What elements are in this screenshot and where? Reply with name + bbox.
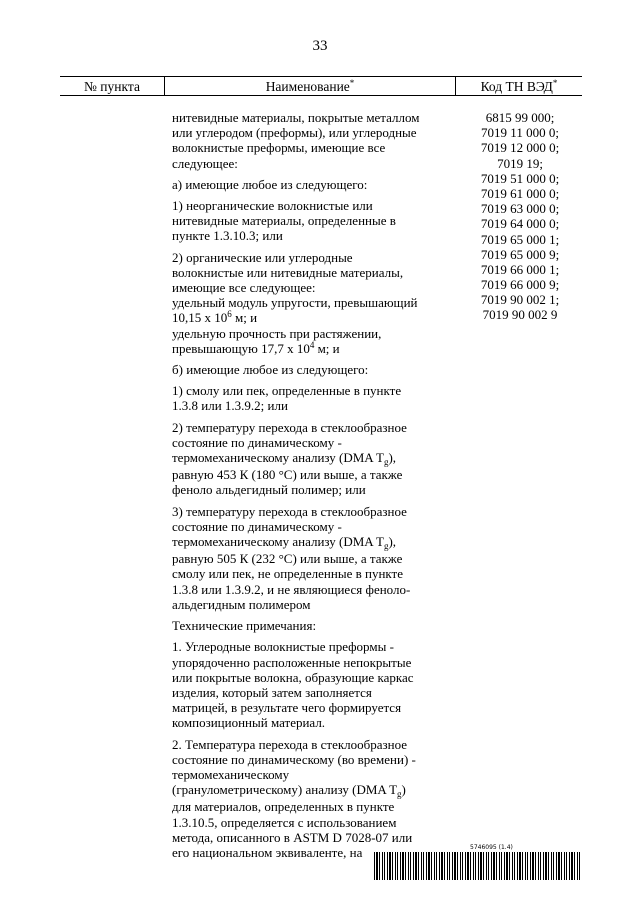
text-span: удельную прочность при растяжении, превышающую 17,7 х 10 xyxy=(172,325,382,356)
header-code-footnote-mark: * xyxy=(552,78,558,88)
text-span: м; и xyxy=(314,340,340,356)
code-item: 7019 11 000 0; xyxy=(481,125,559,141)
text-span: 3) температуру перехода в стеклообразное состояние по динамическому - термомеханическому анализу (DMA T xyxy=(172,503,407,550)
paragraph: 1. Углеродные волокнистые преформы - упорядоченно расположенные непокрытые или покрытые волокна, образующие каркас изделия, который затем заполняется матрицей, в результате чего формируется композиционный материал. xyxy=(172,639,414,731)
header-name xyxy=(164,77,456,95)
text-span: удельный модуль упругости, превышающий 10,15 х 10 xyxy=(172,295,418,326)
code-item: 7019 90 002 1; xyxy=(480,292,560,308)
paragraph: 1) смолу или пек, определенные в пункте 1.3.8 или 1.3.9.2; или xyxy=(172,383,402,414)
text-span: ) для материалов, определенных в пункте 1.3.10.5, определяется с использованием метода, описанного в ASTM D 7028-07 или его национальном эквиваленте, на xyxy=(172,782,413,860)
header-name-footnote-mark: * xyxy=(349,78,355,88)
paragraph xyxy=(172,420,422,498)
superscript: 6 xyxy=(227,309,232,320)
code-item: 7019 19; xyxy=(497,155,543,171)
code-item: 7019 12 000 0; xyxy=(480,140,560,156)
subscript: g xyxy=(397,789,402,800)
subscript: g xyxy=(383,457,389,468)
superscript: 4 xyxy=(309,339,315,350)
paragraph xyxy=(172,295,422,325)
text-span: ), равную 505 К (232 °C) или выше, а также смолу или пек, не определенные в пункте 1.3.8 или 1.3.9.2, и не являющиеся феноло-альдегидным полимером xyxy=(172,534,411,612)
paragraph: 1) неорганические волокнистые или нитевидные материалы, определенные в пункте 1.3.10.3; или xyxy=(172,198,396,244)
code-item: 7019 90 002 9 xyxy=(482,307,558,323)
header-code-label: Код ТН ВЭД xyxy=(480,79,553,94)
text-span: 2) температуру перехода в стеклообразное состояние по динамическому - термомеханическому анализу (DMA T xyxy=(172,419,407,466)
text-span: м; и xyxy=(231,310,258,326)
paragraph: 2) органические или углеродные волокнистые или нитевидные материалы, имеющие все следующее: xyxy=(172,249,404,296)
code-item: 7019 66 000 9; xyxy=(480,277,560,293)
paragraph: Технические примечания: xyxy=(172,618,317,634)
paragraph: нитевидные материалы, покрытые металлом или углеродом (преформы), или углеродные волокнистые преформы, имеющие все следующее: xyxy=(172,110,420,171)
item-description xyxy=(172,110,422,866)
barcode-label: 5746095 (1.4) xyxy=(470,844,513,851)
code-item: 7019 63 000 0; xyxy=(480,201,560,217)
table-header xyxy=(60,76,582,96)
barcode-icon xyxy=(374,852,582,880)
paragraph xyxy=(172,737,422,861)
code-item: 7019 64 000 0; xyxy=(480,216,560,232)
code-item: 7019 65 000 1; xyxy=(480,231,560,247)
paragraph xyxy=(172,326,422,356)
tnved-codes xyxy=(458,110,582,323)
paragraph: а) имеющие любое из следующего: xyxy=(172,176,368,192)
page-number: 33 xyxy=(312,38,328,54)
code-item: 7019 65 000 9; xyxy=(480,246,560,262)
paragraph xyxy=(172,504,422,612)
header-code xyxy=(456,77,582,95)
subscript: g xyxy=(383,541,389,552)
code-item: 7019 61 000 0; xyxy=(480,185,560,201)
code-item: 7019 51 000 0; xyxy=(480,170,560,186)
text-span: 2. Температура перехода в стеклообразное состояние по динамическому (во времени) - термомеханическому (гранулометрическому) анализу (DMA T xyxy=(172,736,416,798)
header-item-number: № пункта xyxy=(84,79,140,94)
header-name-label: Наименование xyxy=(265,79,350,94)
paragraph: б) имеющие любое из следующего: xyxy=(172,362,369,378)
code-item: 6815 99 000; xyxy=(485,110,555,125)
code-item: 7019 66 000 1; xyxy=(480,261,560,277)
text-span: ), равную 453 К (180 °C) или выше, а также феноло альдегидный полимер; или xyxy=(172,450,403,498)
